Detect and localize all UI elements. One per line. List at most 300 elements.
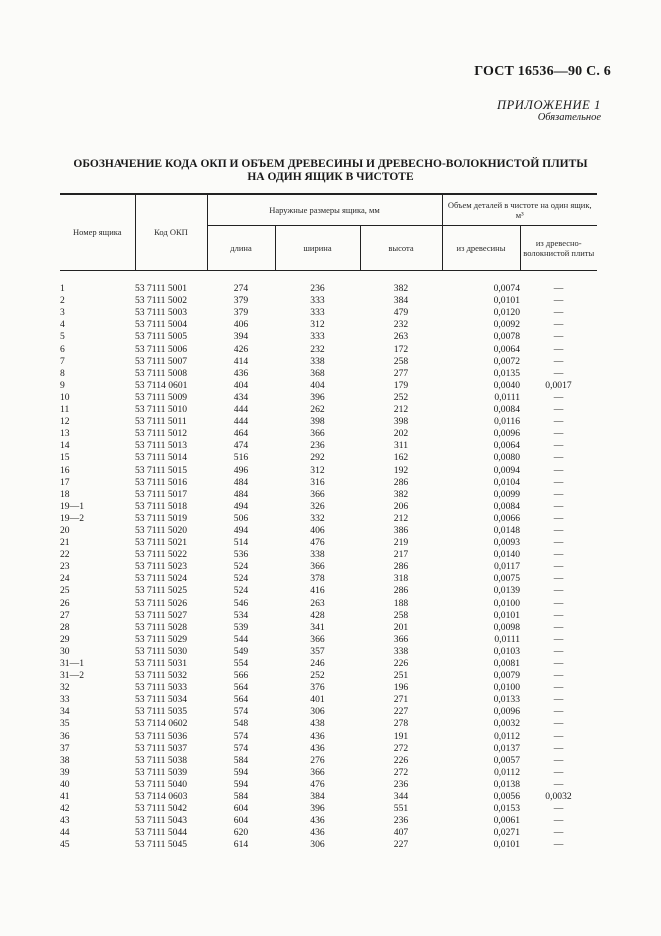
cell-wood-volume: 0,0032 xyxy=(493,718,520,730)
header-length: длина xyxy=(207,226,275,271)
cell-fiberboard-volume: — xyxy=(553,428,564,440)
cell-height: 162 xyxy=(393,452,409,464)
cell-length: 464 xyxy=(233,428,249,440)
cell-wood-volume: 0,0101 xyxy=(493,295,520,307)
cell-fiberboard-volume: — xyxy=(553,621,564,633)
cell-height: 272 xyxy=(393,766,409,778)
cell-length: 524 xyxy=(233,573,249,585)
cell-box-number: 16 xyxy=(60,464,70,476)
cell-length: 444 xyxy=(233,416,249,428)
box-volume-table xyxy=(60,193,597,852)
cell-length: 604 xyxy=(233,803,249,815)
cell-wood-volume: 0,0139 xyxy=(493,585,520,597)
cell-box-number: 37 xyxy=(60,742,70,754)
cell-height: 236 xyxy=(393,815,409,827)
cell-fiberboard-volume: — xyxy=(553,307,564,319)
cell-width: 292 xyxy=(310,452,325,464)
cell-height: 551 xyxy=(393,803,409,815)
cell-height: 179 xyxy=(393,379,409,391)
cell-okp-code: 53 7111 5027 xyxy=(135,609,188,621)
cell-width: 312 xyxy=(310,464,325,476)
cell-box-number: 5 xyxy=(60,331,65,343)
table-row xyxy=(60,295,597,307)
cell-height: 202 xyxy=(393,428,409,440)
cell-width: 246 xyxy=(310,658,325,669)
cell-width: 232 xyxy=(310,343,325,355)
cell-okp-code: 53 7111 5021 xyxy=(135,537,188,549)
table-header xyxy=(60,194,597,271)
cell-box-number: 29 xyxy=(60,633,70,645)
cell-fiberboard-volume: — xyxy=(553,706,564,718)
header-outer-dimensions: Наружные размеры ящика, мм xyxy=(207,194,442,226)
cell-height: 277 xyxy=(393,367,409,379)
cell-width: 366 xyxy=(310,428,325,440)
cell-length: 584 xyxy=(233,754,249,766)
cell-width: 333 xyxy=(310,307,325,319)
cell-height: 344 xyxy=(393,791,409,803)
cell-length: 436 xyxy=(233,367,249,379)
cell-height: 263 xyxy=(393,331,409,343)
cell-height: 251 xyxy=(393,670,409,682)
cell-wood-volume: 0,0120 xyxy=(493,307,520,319)
cell-length: 536 xyxy=(233,549,249,561)
table-row xyxy=(60,791,597,803)
cell-length: 506 xyxy=(233,512,249,524)
cell-box-number: 1 xyxy=(60,283,65,295)
table-row xyxy=(60,283,597,295)
cell-wood-volume: 0,0104 xyxy=(493,476,520,488)
cell-box-number: 11 xyxy=(60,404,70,416)
cell-okp-code: 53 7111 5043 xyxy=(135,815,188,827)
cell-okp-code: 53 7114 0603 xyxy=(135,791,188,803)
cell-width: 476 xyxy=(310,778,325,790)
cell-box-number: 13 xyxy=(60,428,70,440)
cell-wood-volume: 0,0112 xyxy=(493,730,520,742)
cell-width: 436 xyxy=(310,827,325,839)
table-row xyxy=(60,561,597,573)
cell-width: 332 xyxy=(310,512,325,524)
table-row xyxy=(60,598,597,610)
cell-length: 274 xyxy=(233,283,249,295)
cell-width: 428 xyxy=(310,609,325,621)
table-row xyxy=(60,404,597,416)
cell-width: 306 xyxy=(310,839,325,851)
cell-length: 494 xyxy=(233,500,249,512)
cell-wood-volume: 0,0099 xyxy=(493,488,520,500)
cell-okp-code: 53 7111 5020 xyxy=(135,524,188,536)
cell-box-number: 4 xyxy=(60,319,65,331)
cell-height: 191 xyxy=(393,730,409,742)
table-row xyxy=(60,839,597,851)
cell-box-number: 7 xyxy=(60,355,65,367)
table-row xyxy=(60,452,597,464)
cell-length: 444 xyxy=(233,404,249,416)
cell-okp-code: 53 7111 5004 xyxy=(135,319,188,331)
cell-okp-code: 53 7111 5005 xyxy=(135,331,188,343)
table-row xyxy=(60,513,597,525)
cell-length: 496 xyxy=(233,464,249,476)
cell-box-number: 18 xyxy=(60,488,70,500)
cell-okp-code: 53 7111 5009 xyxy=(135,391,188,403)
cell-width: 436 xyxy=(310,815,325,827)
cell-box-number: 24 xyxy=(60,573,70,585)
cell-wood-volume: 0,0138 xyxy=(493,778,520,790)
cell-box-number: 9 xyxy=(60,379,65,391)
cell-height: 318 xyxy=(393,573,409,585)
cell-fiberboard-volume: — xyxy=(553,464,564,476)
table-row xyxy=(60,743,597,755)
cell-wood-volume: 0,0101 xyxy=(493,609,520,621)
cell-okp-code: 53 7111 5024 xyxy=(135,573,188,585)
cell-fiberboard-volume: — xyxy=(553,391,564,403)
cell-height: 286 xyxy=(393,585,409,597)
table-title-line-2: НА ОДИН ЯЩИК В ЧИСТОТЕ xyxy=(247,171,414,183)
cell-height: 382 xyxy=(393,283,409,295)
cell-box-number: 45 xyxy=(60,839,70,851)
cell-height: 398 xyxy=(393,416,409,428)
cell-okp-code: 53 7111 5012 xyxy=(135,428,188,440)
cell-wood-volume: 0,0093 xyxy=(493,537,520,549)
header-wood-volume: из древесины xyxy=(442,226,520,271)
cell-wood-volume: 0,0080 xyxy=(493,452,520,464)
cell-okp-code: 53 7111 5045 xyxy=(135,839,188,851)
cell-box-number: 20 xyxy=(60,524,70,536)
cell-fiberboard-volume: — xyxy=(553,766,564,778)
cell-length: 566 xyxy=(233,670,249,682)
cell-wood-volume: 0,0094 xyxy=(493,464,520,476)
cell-width: 416 xyxy=(310,585,325,597)
cell-fiberboard-volume: — xyxy=(553,416,564,428)
cell-okp-code: 53 7111 5019 xyxy=(135,512,188,524)
table-row xyxy=(60,670,597,682)
cell-width: 438 xyxy=(310,718,325,730)
cell-box-number: 10 xyxy=(60,391,70,403)
cell-fiberboard-volume: — xyxy=(553,500,564,512)
cell-length: 574 xyxy=(233,742,249,754)
cell-width: 236 xyxy=(310,440,325,452)
table-row xyxy=(60,525,597,537)
cell-okp-code: 53 7111 5001 xyxy=(135,283,188,295)
cell-width: 338 xyxy=(310,355,325,367)
cell-wood-volume: 0,0116 xyxy=(493,416,520,428)
cell-width: 368 xyxy=(310,367,325,379)
cell-box-number: 15 xyxy=(60,452,70,464)
cell-wood-volume: 0,0148 xyxy=(493,524,520,536)
cell-length: 406 xyxy=(233,319,249,331)
cell-okp-code: 53 7111 5008 xyxy=(135,367,188,379)
cell-length: 564 xyxy=(233,694,249,706)
cell-height: 286 xyxy=(393,476,409,488)
cell-length: 426 xyxy=(233,343,249,355)
cell-length: 484 xyxy=(233,476,249,488)
cell-okp-code: 53 7111 5015 xyxy=(135,464,188,476)
cell-fiberboard-volume: — xyxy=(553,452,564,464)
cell-width: 396 xyxy=(310,803,325,815)
table-row xyxy=(60,694,597,706)
cell-fiberboard-volume: — xyxy=(553,803,564,815)
cell-box-number: 23 xyxy=(60,561,70,573)
cell-wood-volume: 0,0111 xyxy=(494,633,520,645)
cell-wood-volume: 0,0117 xyxy=(493,561,520,573)
cell-height: 188 xyxy=(393,597,409,609)
cell-width: 333 xyxy=(310,331,325,343)
cell-okp-code: 53 7111 5010 xyxy=(135,404,188,416)
table-body xyxy=(60,271,597,852)
cell-okp-code: 53 7111 5025 xyxy=(135,585,188,597)
cell-box-number: 19—2 xyxy=(60,512,84,524)
cell-box-number: 34 xyxy=(60,706,70,718)
appendix-status: Обязательное xyxy=(537,112,601,123)
cell-height: 272 xyxy=(393,742,409,754)
table-title xyxy=(60,158,601,184)
cell-box-number: 31—2 xyxy=(60,670,84,682)
cell-box-number: 6 xyxy=(60,343,65,355)
cell-wood-volume: 0,0057 xyxy=(493,754,520,766)
table-row xyxy=(60,537,597,549)
cell-box-number: 14 xyxy=(60,440,70,452)
cell-wood-volume: 0,0271 xyxy=(493,827,520,839)
cell-wood-volume: 0,0064 xyxy=(493,440,520,452)
cell-box-number: 3 xyxy=(60,307,65,319)
cell-fiberboard-volume: — xyxy=(553,512,564,524)
table-row xyxy=(60,477,597,489)
cell-width: 326 xyxy=(310,500,325,512)
cell-okp-code: 53 7111 5044 xyxy=(135,827,188,839)
cell-wood-volume: 0,0040 xyxy=(493,379,520,391)
cell-wood-volume: 0,0100 xyxy=(493,597,520,609)
header-okp-code: Код ОКП xyxy=(135,194,207,271)
cell-fiberboard-volume: — xyxy=(553,476,564,488)
table-row xyxy=(60,815,597,827)
cell-length: 620 xyxy=(233,827,249,839)
cell-wood-volume: 0,0084 xyxy=(493,404,520,416)
cell-height: 252 xyxy=(393,391,409,403)
cell-height: 232 xyxy=(393,319,409,331)
cell-height: 227 xyxy=(393,839,409,851)
cell-okp-code: 53 7111 5002 xyxy=(135,295,188,307)
cell-okp-code: 53 7114 0601 xyxy=(135,379,188,391)
cell-fiberboard-volume: — xyxy=(553,573,564,585)
table-row xyxy=(60,356,597,368)
cell-width: 378 xyxy=(310,573,325,585)
cell-width: 316 xyxy=(310,476,325,488)
cell-wood-volume: 0,0084 xyxy=(493,500,520,512)
table-row xyxy=(60,634,597,646)
cell-fiberboard-volume: — xyxy=(553,524,564,536)
table-row xyxy=(60,803,597,815)
cell-length: 584 xyxy=(233,791,249,803)
cell-height: 407 xyxy=(393,827,409,839)
table-row xyxy=(60,501,597,513)
cell-okp-code: 53 7111 5034 xyxy=(135,694,188,706)
cell-width: 276 xyxy=(310,754,325,766)
cell-width: 252 xyxy=(310,670,325,682)
cell-okp-code: 53 7111 5035 xyxy=(135,706,188,718)
cell-okp-code: 53 7111 5039 xyxy=(135,766,188,778)
cell-width: 401 xyxy=(310,694,325,706)
table-row xyxy=(60,307,597,319)
cell-length: 554 xyxy=(233,658,249,669)
cell-box-number: 43 xyxy=(60,815,70,827)
cell-box-number: 2 xyxy=(60,295,65,307)
cell-fiberboard-volume: — xyxy=(553,633,564,645)
cell-height: 172 xyxy=(393,343,409,355)
cell-okp-code: 53 7111 5030 xyxy=(135,645,188,657)
cell-width: 436 xyxy=(310,742,325,754)
cell-width: 384 xyxy=(310,791,325,803)
cell-length: 594 xyxy=(233,778,249,790)
cell-wood-volume: 0,0078 xyxy=(493,331,520,343)
cell-height: 217 xyxy=(393,549,409,561)
cell-fiberboard-volume: — xyxy=(553,645,564,657)
cell-box-number: 31—1 xyxy=(60,658,84,669)
cell-width: 341 xyxy=(310,621,325,633)
cell-height: 192 xyxy=(393,464,409,476)
cell-width: 333 xyxy=(310,295,325,307)
cell-width: 338 xyxy=(310,549,325,561)
cell-length: 546 xyxy=(233,597,249,609)
cell-box-number: 44 xyxy=(60,827,70,839)
cell-height: 382 xyxy=(393,488,409,500)
cell-box-number: 28 xyxy=(60,621,70,633)
cell-width: 366 xyxy=(310,561,325,573)
cell-okp-code: 53 7111 5018 xyxy=(135,500,188,512)
cell-box-number: 27 xyxy=(60,609,70,621)
cell-length: 379 xyxy=(233,307,249,319)
table-row xyxy=(60,610,597,622)
cell-length: 434 xyxy=(233,391,249,403)
cell-okp-code: 53 7111 5032 xyxy=(135,670,188,682)
cell-length: 539 xyxy=(233,621,249,633)
cell-okp-code: 53 7111 5011 xyxy=(135,416,187,428)
cell-box-number: 17 xyxy=(60,476,70,488)
cell-okp-code: 53 7111 5040 xyxy=(135,778,188,790)
header-fiberboard-volume: из древесно-волокнистой плиты xyxy=(520,226,597,271)
cell-length: 544 xyxy=(233,633,249,645)
cell-wood-volume: 0,0135 xyxy=(493,367,520,379)
cell-fiberboard-volume: — xyxy=(553,283,564,295)
cell-box-number: 40 xyxy=(60,778,70,790)
cell-fiberboard-volume: — xyxy=(553,682,564,694)
cell-fiberboard-volume: — xyxy=(553,658,564,669)
cell-fiberboard-volume: — xyxy=(553,730,564,742)
cell-fiberboard-volume: — xyxy=(553,609,564,621)
cell-height: 212 xyxy=(393,512,409,524)
cell-wood-volume: 0,0140 xyxy=(493,549,520,561)
header-width: ширина xyxy=(275,226,360,271)
cell-height: 311 xyxy=(393,440,409,452)
table-row xyxy=(60,585,597,597)
table-row xyxy=(60,706,597,718)
cell-width: 306 xyxy=(310,706,325,718)
cell-length: 414 xyxy=(233,355,249,367)
cell-okp-code: 53 7111 5037 xyxy=(135,742,188,754)
cell-height: 219 xyxy=(393,537,409,549)
cell-wood-volume: 0,0112 xyxy=(493,766,520,778)
cell-length: 574 xyxy=(233,730,249,742)
cell-fiberboard-volume: — xyxy=(553,827,564,839)
table-row xyxy=(60,489,597,501)
cell-height: 212 xyxy=(393,404,409,416)
cell-height: 227 xyxy=(393,706,409,718)
cell-box-number: 32 xyxy=(60,682,70,694)
table-row xyxy=(60,416,597,428)
cell-wood-volume: 0,0103 xyxy=(493,645,520,657)
cell-length: 484 xyxy=(233,488,249,500)
cell-box-number: 26 xyxy=(60,597,70,609)
cell-fiberboard-volume: — xyxy=(553,331,564,343)
cell-width: 366 xyxy=(310,488,325,500)
cell-length: 474 xyxy=(233,440,249,452)
cell-fiberboard-volume: — xyxy=(553,778,564,790)
cell-length: 594 xyxy=(233,766,249,778)
cell-wood-volume: 0,0100 xyxy=(493,682,520,694)
cell-wood-volume: 0,0081 xyxy=(493,658,520,669)
appendix-label: ПРИЛОЖЕНИЕ 1 xyxy=(496,98,601,112)
table-row xyxy=(60,331,597,343)
cell-fiberboard-volume: — xyxy=(553,839,564,851)
cell-fiberboard-volume: — xyxy=(553,597,564,609)
cell-box-number: 35 xyxy=(60,718,70,730)
cell-box-number: 41 xyxy=(60,791,70,803)
header-height: высота xyxy=(360,226,442,271)
table-row xyxy=(60,779,597,791)
cell-length: 604 xyxy=(233,815,249,827)
cell-okp-code: 53 7111 5017 xyxy=(135,488,188,500)
cell-wood-volume: 0,0153 xyxy=(493,803,520,815)
cell-fiberboard-volume: — xyxy=(553,585,564,597)
cell-length: 494 xyxy=(233,524,249,536)
cell-width: 404 xyxy=(310,379,325,391)
cell-box-number: 36 xyxy=(60,730,70,742)
cell-height: 236 xyxy=(393,778,409,790)
cell-height: 286 xyxy=(393,561,409,573)
cell-wood-volume: 0,0079 xyxy=(493,670,520,682)
cell-box-number: 22 xyxy=(60,549,70,561)
cell-fiberboard-volume: — xyxy=(553,549,564,561)
cell-length: 549 xyxy=(233,645,249,657)
cell-okp-code: 53 7111 5003 xyxy=(135,307,188,319)
cell-okp-code: 53 7111 5028 xyxy=(135,621,188,633)
cell-okp-code: 53 7111 5038 xyxy=(135,754,188,766)
cell-fiberboard-volume: — xyxy=(553,367,564,379)
cell-height: 196 xyxy=(393,682,409,694)
cell-length: 379 xyxy=(233,295,249,307)
cell-okp-code: 53 7111 5042 xyxy=(135,803,188,815)
cell-height: 271 xyxy=(393,694,409,706)
cell-fiberboard-volume: — xyxy=(553,670,564,682)
cell-wood-volume: 0,0064 xyxy=(493,343,520,355)
cell-box-number: 30 xyxy=(60,645,70,657)
table-row xyxy=(60,428,597,440)
cell-width: 398 xyxy=(310,416,325,428)
cell-fiberboard-volume: — xyxy=(553,694,564,706)
cell-box-number: 12 xyxy=(60,416,70,428)
cell-box-number: 19—1 xyxy=(60,500,84,512)
table-row xyxy=(60,755,597,767)
cell-width: 262 xyxy=(310,404,325,416)
cell-wood-volume: 0,0072 xyxy=(493,355,520,367)
table-row xyxy=(60,682,597,694)
cell-wood-volume: 0,0092 xyxy=(493,319,520,331)
table-row xyxy=(60,646,597,658)
cell-length: 534 xyxy=(233,609,249,621)
cell-okp-code: 53 7114 0602 xyxy=(135,718,188,730)
cell-height: 201 xyxy=(393,621,409,633)
table-row xyxy=(60,319,597,331)
cell-height: 386 xyxy=(393,524,409,536)
cell-length: 564 xyxy=(233,682,249,694)
